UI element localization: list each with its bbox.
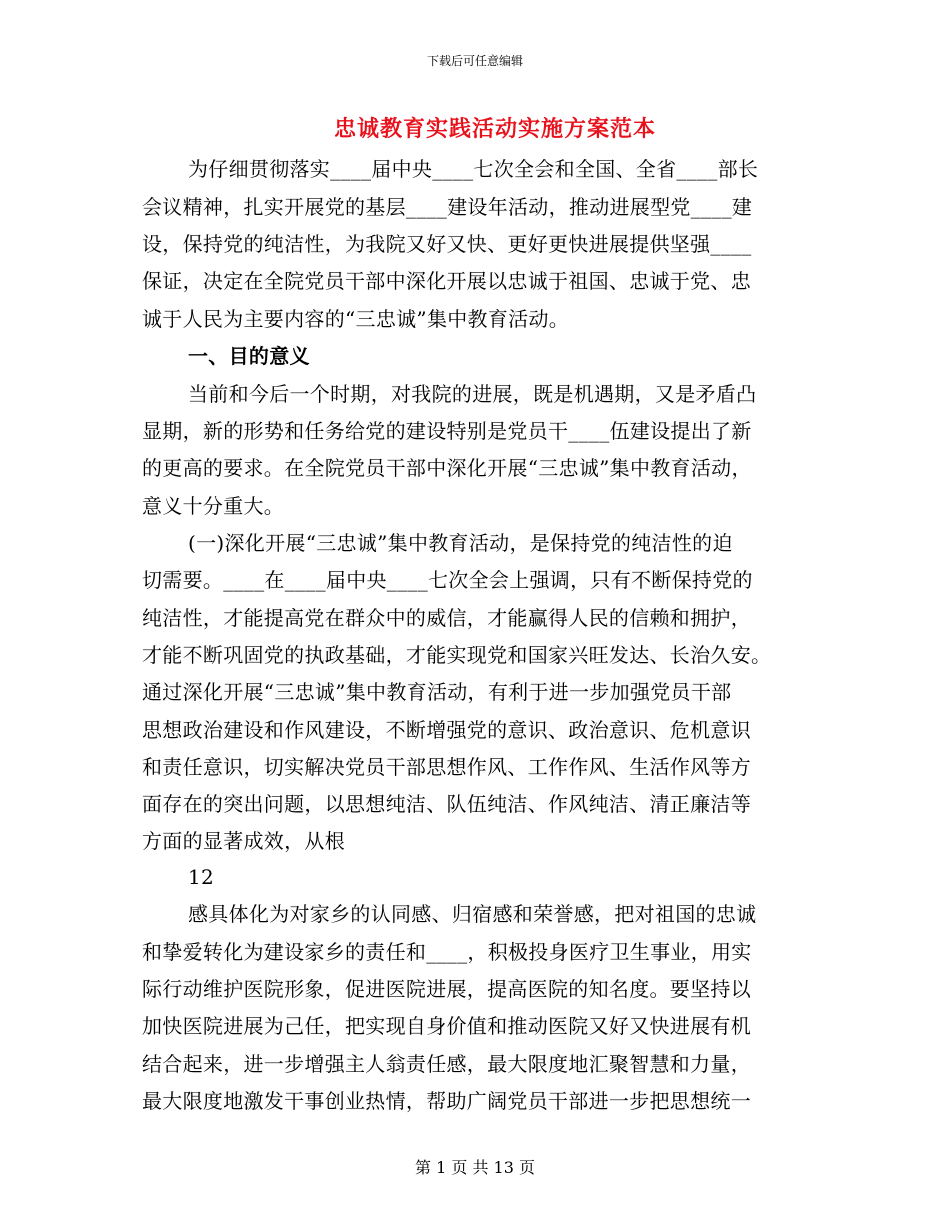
paragraph-line: 显期，新的形势和任务给党的建设特别是党员干____伍建设提出了新 [142, 419, 752, 443]
document-title: 忠诚教育实践活动实施方案范本 [333, 116, 656, 142]
paragraph-line: 方面的显著成效，从根 [142, 829, 345, 853]
paragraph-line: 诚于人民为主要内容的“三忠诚”集中教育活动。 [142, 307, 570, 331]
paragraph-line: 加快医院进展为己任，把实现自身价值和推动医院又好又快进展有机 [142, 1014, 751, 1038]
paragraph-line: 和挚爱转化为建设家乡的责任和____，积极投身医疗卫生事业，用实 [142, 940, 752, 964]
paragraph-line: 和责任意识，切实解决党员干部思想作风、工作作风、生活作风等方 [142, 755, 751, 779]
paragraph-line: 纯洁性，才能提高党在群众中的威信，才能赢得人民的信赖和拥护， [142, 606, 751, 630]
page-number-footer: 第 1 页 共 13 页 [415, 1158, 535, 1177]
paragraph-line: 才能不断巩固党的执政基础，才能实现党和国家兴旺发达、长治久安。 [142, 643, 772, 667]
section-heading: 一、目的意义 [188, 344, 310, 368]
paragraph-line: 保证，决定在全院党员干部中深化开展以忠诚于祖国、忠诚于党、忠 [142, 269, 751, 293]
paragraph-line: 会议精神，扎实开展党的基层____建设年活动，推动进展型党____建 [142, 195, 753, 219]
paragraph-line: 切需要。____在____届中央____七次全会上强调，只有不断保持党的 [142, 568, 753, 592]
paragraph-line: 意义十分重大。 [142, 494, 285, 518]
page-header-note: 下载后可任意编辑 [426, 54, 523, 68]
paragraph-line: (一)深化开展“三忠诚”集中教育活动，是保持党的纯洁性的迫 [188, 531, 733, 555]
paragraph-line: 结合起来，进一步增强主人翁责任感，最大限度地汇聚智慧和力量， [142, 1052, 751, 1076]
paragraph-line: 设，保持党的纯洁性，为我院又好又快、更好更快进展提供坚强____ [142, 232, 752, 256]
paragraph-line: 为仔细贯彻落实____届中央____七次全会和全国、全省____部长 [188, 157, 759, 181]
paragraph-line: 最大限度地激发干事创业热情，帮助广阔党员干部进一步把思想统一 [142, 1089, 751, 1113]
paragraph-line: 面存在的突出问题，以思想纯洁、队伍纯洁、作风纯洁、清正廉洁等 [142, 792, 751, 816]
paragraph-line: 感具体化为对家乡的认同感、归宿感和荣誉感，把对祖国的忠诚 [188, 902, 757, 926]
page-fragment-number: 12 [188, 865, 215, 889]
paragraph-line: 思想政治建设和作风建设，不断增强党的意识、政治意识、危机意识 [142, 718, 751, 742]
paragraph-line: 当前和今后一个时期，对我院的进展，既是机遇期，又是矛盾凸 [188, 382, 757, 406]
paragraph-line: 通过深化开展“三忠诚”集中教育活动，有利于进一步加强党员干部 [142, 680, 732, 704]
paragraph-line: 际行动维护医院形象，促进医院进展，提高医院的知名度。要坚持以 [142, 977, 751, 1001]
paragraph-line: 的更高的要求。在全院党员干部中深化开展“三忠诚”集中教育活动， [142, 456, 752, 480]
